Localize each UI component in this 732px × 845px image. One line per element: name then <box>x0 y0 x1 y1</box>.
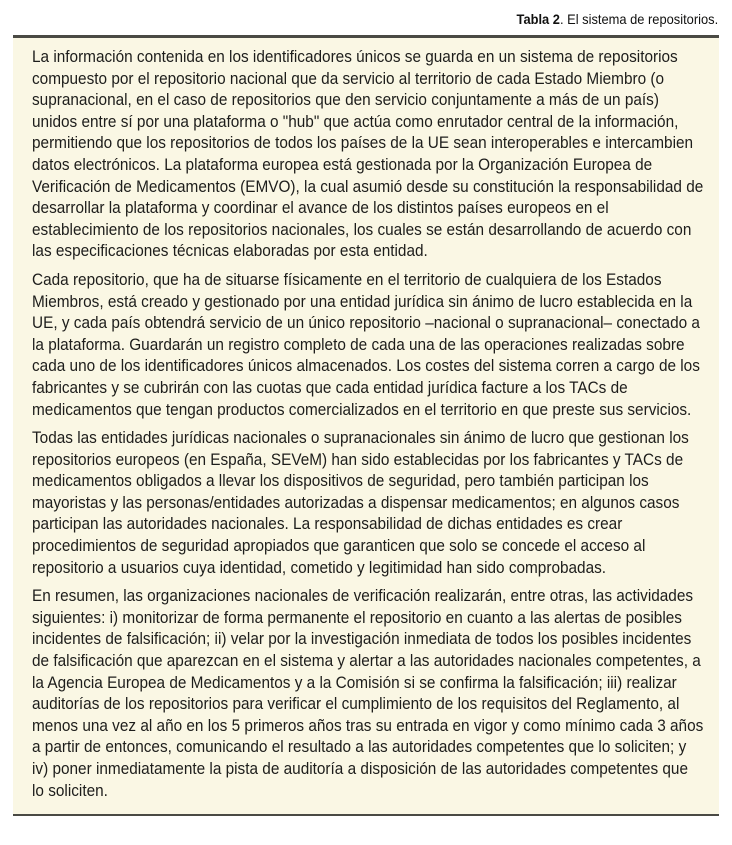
paragraph-repositories-system: La información contenida en los identificadores únicos se guarda en un sistema de repositorios compuesto por el repositorio nacional que da servicio al territorio de cada Estado Miembro (o supranacional, en el caso de repositorios que den servicio conjuntamente a más de un país) unidos entre sí por una plataforma o "hub" que actúa como enrutador central de la información, permitiendo que los repositorios de todos los países de la UE sean interoperables e intercambien datos electrónicos. La plataforma europea está gestionada por la Organización Europea de Verificación de Medicamentos (EMVO), la cual asumió desde su constitución la responsabilidad de desarrollar la plataforma y coordinar el avance de los distintos países europeos en el establecimiento de los repositorios nacionales, los cuales se están desarrollando de acuerdo con las especificaciones técnicas elaboradas por esta entidad. <box>32 48 704 261</box>
table-bottom-rule <box>13 814 719 816</box>
table-content-box <box>13 38 719 814</box>
table-caption-title: . El sistema de repositorios. <box>559 11 718 27</box>
table-caption-label: Tabla 2 <box>516 11 560 27</box>
paragraph-verification-activities: En resumen, las organizaciones nacionales de verificación realizarán, entre otras, las actividades siguientes: i) monitorizar de forma permanente el repositorio en cuanto a las alertas de posibles incidentes de falsificación; ii) velar por la investigación inmediata de todos los posibles incidentes de falsificación que aparezcan en el sistema y alertar a las autoridades nacionales competentes, a la Agencia Europea de Medicamentos y a la Comisión si se confirma la falsificación; iii) realizar auditorías de los repositorios para verificar el cumplimiento de los requisitos del Reglamento, al menos una vez al año en los 5 primeros años tras su entrada en vigor y como mínimo cada 3 años a partir de entonces, comunicando el resultado a las autoridades competentes que lo soliciten; y iv) poner inmediatamente la pista de auditoría a disposición de las autoridades competentes que lo soliciten. <box>32 587 704 800</box>
paragraph-legal-entities: Todas las entidades jurídicas nacionales o supranacionales sin ánimo de lucro que gestionan los repositorios europeos (en España, SEVeM) han sido establecidas por los fabricantes y TACs de medicamentos obligados a llevar los dispositivos de seguridad, pero también participan los mayoristas y las personas/entidades autorizadas a dispensar medicamentos; en algunos casos participan las autoridades nacionales. La responsabilidad de dichas entidades es crear procedimientos de seguridad apropiados que garanticen que solo se concede el acceso al repositorio a usuarios cuya identidad, cometido y legitimidad han sido comprobadas. <box>32 429 689 577</box>
paragraph-repository-location: Cada repositorio, que ha de situarse físicamente en el territorio de cualquiera de los Estados Miembros, está creado y gestionado por una entidad jurídica sin ánimo de lucro establecida en la UE, y cada país obtendrá servicio de un único repositorio –nacional o supranacional– conectado a la plataforma. Guardarán un registro completo de cada una de las operaciones realizadas sobre cada uno de los identificadores únicos almacenados. Los costes del sistema corren a cargo de los fabricantes y se cubrirán con las cuotas que cada entidad jurídica facture a los TACs de medicamentos que tengan productos comercializados en el territorio en que preste sus servicios. <box>32 270 700 419</box>
table-caption <box>0 0 732 35</box>
table-caption-inner <box>516 11 718 27</box>
table-text-block <box>32 47 703 802</box>
